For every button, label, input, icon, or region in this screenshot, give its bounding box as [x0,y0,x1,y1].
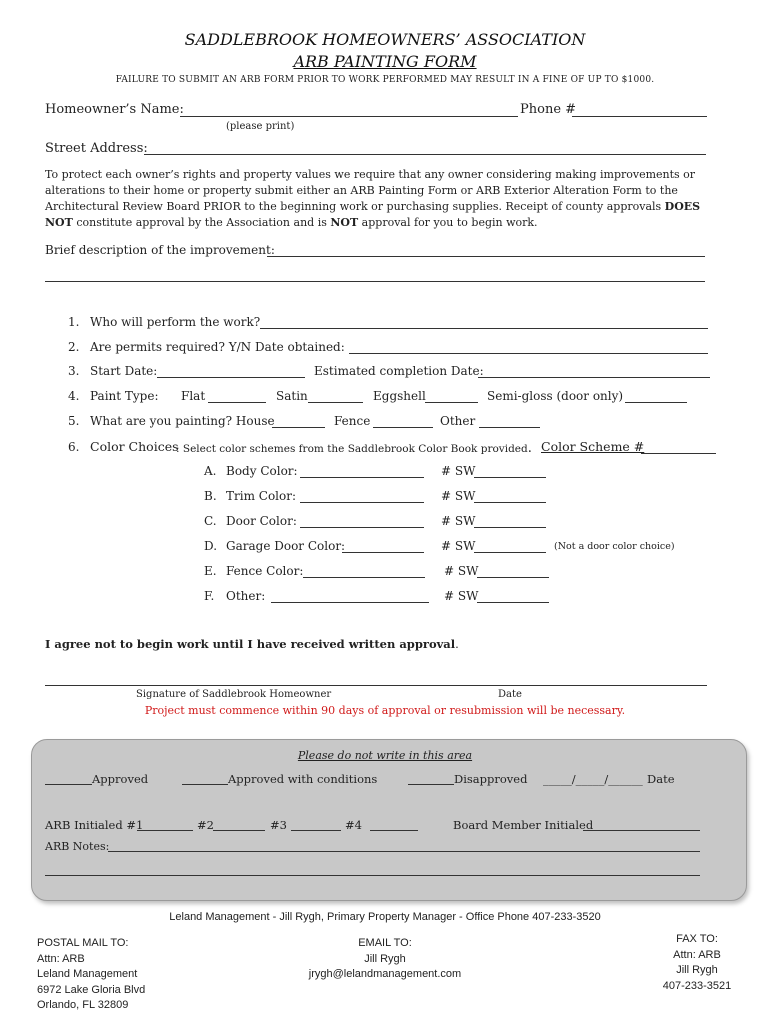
arb-initial-4-field[interactable] [370,830,418,831]
fence-label: Fence [334,414,371,428]
q2-label: Are permits required? Y/N Date obtained: [90,340,345,354]
color-choices-instruction: : Select color schemes from the Saddlebrook Color Book provided. [176,441,532,456]
color-row-note: (Not a door color choice) [554,541,675,552]
color-row-label: Fence Color: [226,564,304,578]
house-field[interactable] [272,427,325,428]
paint-satin-label: Satin [276,389,308,403]
fence-field[interactable] [373,427,433,428]
paint-flat-label: Flat [181,389,206,403]
signature-date-label: Date [498,689,522,700]
color-row-label: Other: [226,589,266,603]
q1-number: 1. [68,315,80,329]
paint-semigloss-field[interactable] [625,402,687,403]
color-choices-label: Color Choices [90,439,179,454]
q1-label: Who will perform the work? [90,315,261,329]
paint-type-label: Paint Type: [90,389,159,403]
signature-label: Signature of Saddlebrook Homeowner [136,689,332,700]
postal-line: Orlando, FL 32809 [37,999,129,1011]
arb-notes-label: ARB Notes: [45,840,110,853]
q6-number: 6. [68,440,80,454]
approved-conditions-field[interactable] [182,784,228,785]
sw-number-field[interactable] [474,527,546,528]
fax-line: Attn: ARB [673,948,721,961]
email-heading: EMAIL TO: [358,937,412,949]
color-row-letter: B. [204,489,217,503]
arb-initial-4-label: #4 [345,818,362,832]
email-block [285,936,485,983]
homeowner-name-label: Homeowner’s Name: [45,102,184,117]
arb-initial-3-field[interactable] [291,830,341,831]
approved-field[interactable] [45,784,92,785]
color-row-letter: A. [204,464,217,478]
fine-warning: FAILURE TO SUBMIT AN ARB FORM PRIOR TO WORK PERFORMED MAY RESULT IN A FINE OF UP TO $1000. [115,75,655,85]
email-name: Jill Rygh [364,952,406,965]
painting-what-label: What are you painting? House [90,414,275,428]
other-label: Other [440,414,476,428]
phone-field[interactable] [572,116,707,117]
other-field[interactable] [479,427,540,428]
description-label: Brief description of the improvement: [45,243,275,257]
sw-label: # SW [441,464,476,478]
arb-initial-1-label: ARB Initialed #1 [45,818,144,832]
paint-satin-field[interactable] [308,402,363,403]
project-deadline-note: Project must commence within 90 days of approval or resubmission will be necessary. [144,704,626,717]
signature-field[interactable] [45,685,707,686]
color-name-field[interactable] [303,577,425,578]
homeowner-name-field[interactable] [180,116,518,117]
sw-label: # SW [441,539,476,553]
paint-flat-field[interactable] [208,402,266,403]
color-name-field[interactable] [342,552,424,553]
sw-number-field[interactable] [477,577,549,578]
completion-date-field[interactable] [478,377,710,378]
fax-line: Jill Rygh [676,964,718,976]
color-name-field[interactable] [300,502,424,503]
arb-notes-field-line1[interactable] [108,851,700,852]
fax-block [637,932,757,994]
agreement-statement: I agree not to begin work until I have received written approval. [45,637,459,651]
sw-label: # SW [441,514,476,528]
board-member-field[interactable] [583,830,700,831]
color-name-field[interactable] [271,602,429,603]
arb-initial-2-label: #2 [197,818,214,832]
color-scheme-label: Color Scheme # [541,439,645,454]
approved-conditions-label: Approved with conditions [228,772,378,786]
q5-number: 5. [68,414,80,428]
description-field-line2[interactable] [45,281,705,282]
board-member-label: Board Member Initialed [453,818,594,832]
street-address-label: Street Address: [45,141,148,156]
phone-label: Phone # [520,102,577,117]
manager-contact: Leland Management - Jill Rygh, Primary Property Manager - Office Phone 407-233-3520 [169,911,601,923]
postal-line: Leland Management [37,968,138,980]
sw-number-field[interactable] [474,477,546,478]
color-row-label: Door Color: [226,514,297,528]
completion-date-label: Estimated completion Date: [314,364,484,378]
color-row-letter: C. [204,514,217,528]
form-title: SADDLEBROOK HOMEOWNERS’ ASSOCIATION [184,30,586,49]
postal-line: 6972 Lake Gloria Blvd [37,983,146,996]
color-row-letter: F. [204,589,215,603]
paint-semigloss-label: Semi-gloss (door only) [487,389,624,403]
q3-number: 3. [68,364,80,378]
color-row-label: Trim Color: [226,489,297,503]
approval-notice: To protect each owner’s rights and property values we require that any owner considering making improvements or alterations to their home or property submit either an ARB Painting Form or ARB Exterior Alteration Form to the Architectural Review Board PRIOR to the beginning work or purchasing supplies. Receipt of county approvals DOES NOT constitute approval by the Association and is NOT approval for you to begin work. [45,168,701,229]
arb-initial-2-field[interactable] [213,830,265,831]
arb-initial-3-label: #3 [270,818,287,832]
sw-label: # SW [441,489,476,503]
sw-label: # SW [444,564,479,578]
color-row-label: Body Color: [226,464,298,478]
color-row-label: Garage Door Color: [226,539,346,553]
sw-number-field[interactable] [477,602,549,603]
fax-heading: FAX TO: [676,933,718,945]
fax-number: 407-233-3521 [662,979,732,992]
email-address-link[interactable]: jrygh@lelandmanagement.com [308,968,462,980]
postal-mail-block [37,936,145,1014]
street-address-field[interactable] [144,154,706,155]
start-date-field[interactable] [157,377,305,378]
color-row-letter: E. [204,564,217,578]
sw-number-field[interactable] [474,552,546,553]
q4-number: 4. [68,389,80,403]
paint-eggshell-label: Eggshell [373,389,426,403]
q2-number: 2. [68,340,80,354]
disapproved-field[interactable] [408,784,454,785]
office-date-field[interactable]: _____/_____/______ [543,772,643,786]
arb-initial-1-field[interactable] [137,830,193,831]
postal-line: Attn: ARB [37,952,85,965]
color-name-field[interactable] [300,527,424,528]
approved-label: Approved [92,772,149,786]
postal-heading: POSTAL MAIL TO: [37,937,129,949]
description-field-line1[interactable] [267,256,705,257]
start-date-label: Start Date: [90,364,158,378]
form-subtitle: ARB PAINTING FORM [293,52,477,71]
paint-eggshell-field[interactable] [425,402,478,403]
please-print-note: (please print) [226,121,295,132]
color-scheme-field[interactable] [641,453,716,454]
arb-notes-field-line2[interactable] [45,875,700,876]
color-name-field[interactable] [300,477,424,478]
office-use-heading: Please do not write in this area [297,749,473,762]
q2-date-field[interactable] [349,353,708,354]
color-row-letter: D. [204,539,218,553]
disapproved-label: Disapproved [454,772,528,786]
office-date-label: Date [647,772,675,786]
sw-label: # SW [444,589,479,603]
sw-number-field[interactable] [474,502,546,503]
q1-field[interactable] [260,328,708,329]
